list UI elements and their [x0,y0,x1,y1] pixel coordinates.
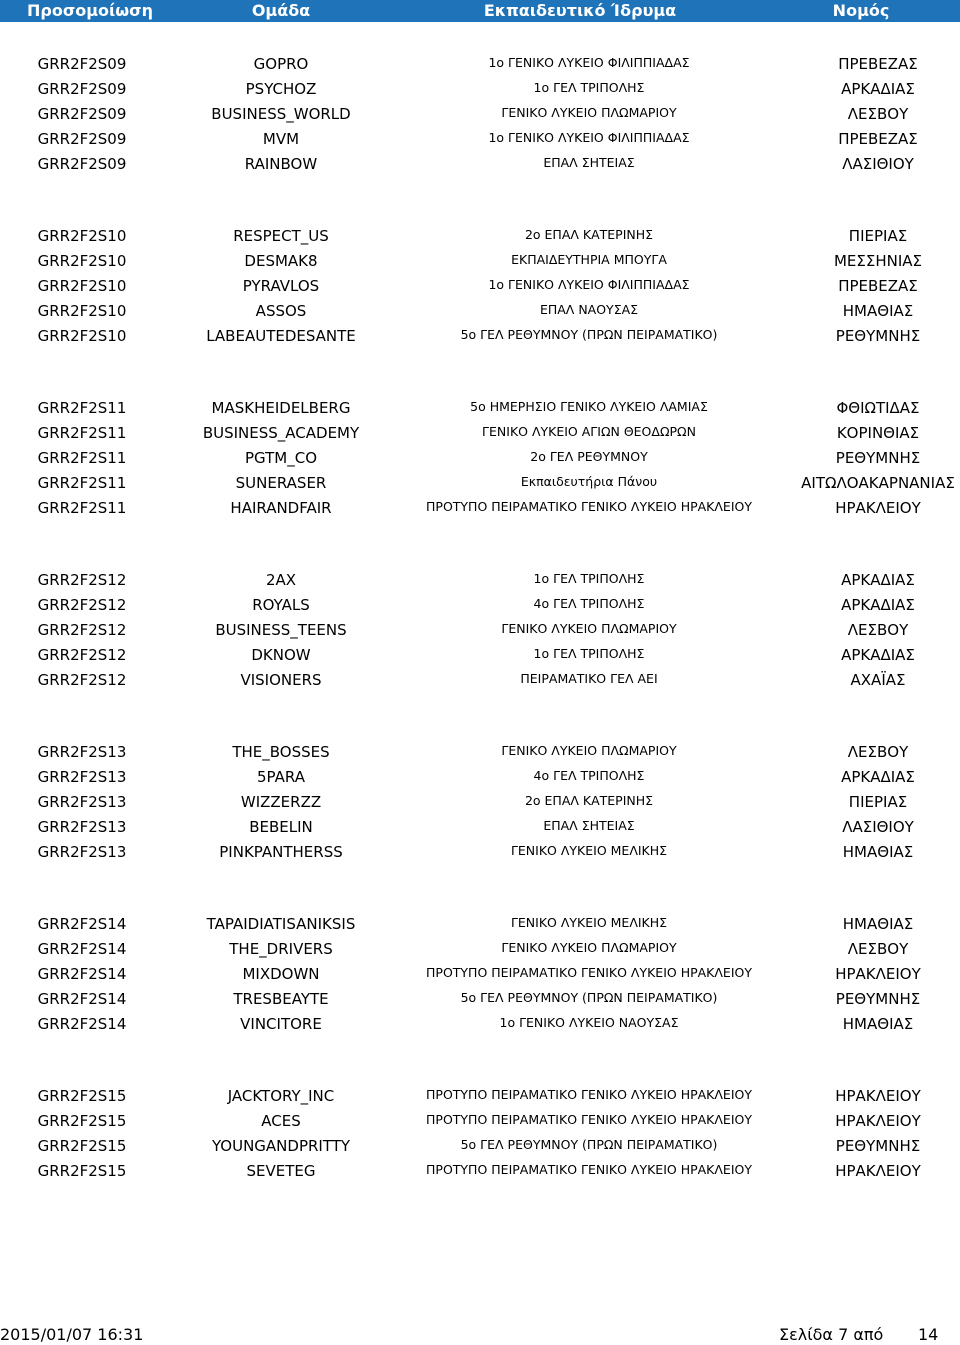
prefecture-cell: ΑΡΚΑΔΙΑΣ [841,768,915,786]
table-row [0,962,960,987]
table-row [0,618,960,643]
team-cell: ROYALS [252,596,310,614]
prefecture-cell: ΛΕΣΒΟΥ [847,105,909,123]
prefecture-cell: ΑΡΚΑΔΙΑΣ [841,646,915,664]
team-cell: THE_DRIVERS [229,940,333,958]
simulation-cell: GRR2F2S10 [37,277,127,295]
team-cell: BEBELIN [249,818,313,836]
simulation-cell: GRR2F2S13 [37,768,127,786]
prefecture-cell: ΛΕΣΒΟΥ [847,940,909,958]
table-row [0,471,960,496]
institution-cell: ΓΕΝΙΚΟ ΛΥΚΕΙΟ ΜΕΛΙΚΗΣ [510,915,668,930]
table-row [0,643,960,668]
institution-cell: 4ο ΓΕΛ ΤΡΙΠΟΛΗΣ [533,768,645,783]
prefecture-cell: ΛΑΣΙΘΙΟΥ [842,155,914,173]
simulation-group [0,1084,960,1256]
prefecture-cell: ΗΡΑΚΛΕΙΟΥ [835,965,921,983]
table-header [0,0,960,22]
simulation-cell: GRR2F2S13 [37,843,127,861]
prefecture-cell: ΑΡΚΑΔΙΑΣ [841,80,915,98]
team-cell: HAIRANDFAIR [230,499,332,517]
page-number-label: Σελίδα 7 από [779,1325,884,1344]
prefecture-cell: ΜΕΣΣΗΝΙΑΣ [833,252,923,270]
table-row [0,224,960,249]
institution-cell: ΓΕΝΙΚΟ ΛΥΚΕΙΟ ΠΛΩΜΑΡΙΟΥ [501,940,677,955]
institution-cell: ΕΚΠΑΙΔΕΥΤΗΡΙΑ ΜΠΟΥΓΑ [511,252,667,267]
simulation-cell: GRR2F2S12 [37,646,127,664]
header-institution: Εκπαιδευτικό Ίδρυμα [483,1,677,20]
simulation-cell: GRR2F2S15 [37,1137,127,1155]
institution-cell: ΓΕΝΙΚΟ ΛΥΚΕΙΟ ΜΕΛΙΚΗΣ [510,843,668,858]
institution-cell: ΠΡΟΤΥΠΟ ΠΕΙΡΑΜΑΤΙΚΟ ΓΕΝΙΚΟ ΛΥΚΕΙΟ ΗΡΑΚΛΕΙΟΥ [426,1112,752,1127]
team-cell: MVM [262,130,300,148]
table-row [0,815,960,840]
simulation-cell: GRR2F2S14 [37,915,127,933]
institution-cell: ΓΕΝΙΚΟ ΛΥΚΕΙΟ ΠΛΩΜΑΡΙΟΥ [501,743,677,758]
table-row [0,446,960,471]
table-row [0,668,960,693]
simulation-cell: GRR2F2S12 [37,671,127,689]
team-cell: DKNOW [251,646,311,664]
prefecture-cell: ΗΡΑΚΛΕΙΟΥ [835,499,921,517]
table-row [0,790,960,815]
header-simulation: Προσομοίωση [26,1,154,20]
simulation-group [0,568,960,740]
institution-cell: 1ο ΓΕΛ ΤΡΙΠΟΛΗΣ [533,571,645,586]
prefecture-cell: ΗΡΑΚΛΕΙΟΥ [835,1087,921,1105]
simulation-cell: GRR2F2S14 [37,940,127,958]
prefecture-cell: ΡΕΘΥΜΝΗΣ [835,990,921,1008]
table-row [0,127,960,152]
institution-cell: ΠΕΙΡΑΜΑΤΙΚΟ ΓΕΛ ΑΕΙ [520,671,658,686]
team-cell: BUSINESS_TEENS [215,621,347,639]
prefecture-cell: ΦΘΙΩΤΙΔΑΣ [836,399,920,417]
institution-cell: 5ο ΓΕΛ ΡΕΘΥΜΝΟΥ (ΠΡΩΝ ΠΕΙΡΑΜΑΤΙΚΟ) [460,327,718,342]
team-cell: TRESBEAYTE [233,990,329,1008]
institution-cell: 5ο ΓΕΛ ΡΕΘΥΜΝΟΥ (ΠΡΩΝ ΠΕΙΡΑΜΑΤΙΚΟ) [460,1137,718,1152]
team-cell: 2AX [265,571,297,589]
simulation-cell: GRR2F2S11 [37,449,127,467]
prefecture-cell: ΠΡΕΒΕΖΑΣ [838,55,918,73]
table-row [0,1012,960,1037]
simulation-cell: GRR2F2S10 [37,227,127,245]
table-row [0,152,960,177]
table-row [0,77,960,102]
team-cell: BUSINESS_WORLD [211,105,351,123]
institution-cell: ΠΡΟΤΥΠΟ ΠΕΙΡΑΜΑΤΙΚΟ ΓΕΝΙΚΟ ΛΥΚΕΙΟ ΗΡΑΚΛΕΙΟΥ [426,499,752,514]
header-team: Ομάδα [251,1,311,20]
page-total: 14 [918,1325,939,1344]
table-row [0,987,960,1012]
team-cell: RESPECT_US [233,227,329,245]
simulation-cell: GRR2F2S15 [37,1087,127,1105]
institution-cell: ΕΠΑΛ ΣΗΤΕΙΑΣ [543,818,635,833]
prefecture-cell: ΑΡΚΑΔΙΑΣ [841,571,915,589]
simulation-group [0,740,960,912]
team-cell: THE_BOSSES [232,743,330,761]
team-cell: SEVETEG [246,1162,316,1180]
institution-cell: ΠΡΟΤΥΠΟ ΠΕΙΡΑΜΑΤΙΚΟ ΓΕΝΙΚΟ ΛΥΚΕΙΟ ΗΡΑΚΛΕΙΟΥ [426,1162,752,1177]
simulation-cell: GRR2F2S11 [37,474,127,492]
table-row [0,249,960,274]
institution-cell: ΕΠΑΛ ΣΗΤΕΙΑΣ [543,155,635,170]
prefecture-cell: ΠΡΕΒΕΖΑΣ [838,277,918,295]
institution-cell: ΠΡΟΤΥΠΟ ΠΕΙΡΑΜΑΤΙΚΟ ΓΕΝΙΚΟ ΛΥΚΕΙΟ ΗΡΑΚΛΕΙΟΥ [426,965,752,980]
institution-cell: 5ο ΗΜΕΡΗΣΙΟ ΓΕΝΙΚΟ ΛΥΚΕΙΟ ΛΑΜΙΑΣ [470,399,708,414]
prefecture-cell: ΛΕΣΒΟΥ [847,621,909,639]
table-row [0,1134,960,1159]
results-table [0,52,960,1256]
team-cell: ACES [261,1112,301,1130]
simulation-cell: GRR2F2S09 [37,105,127,123]
prefecture-cell: ΠΙΕΡΙΑΣ [848,793,908,811]
institution-cell: 2ο ΕΠΑΛ ΚΑΤΕΡΙΝΗΣ [524,793,654,808]
team-cell: RAINBOW [244,155,318,173]
institution-cell: 1ο ΓΕΛ ΤΡΙΠΟΛΗΣ [533,80,645,95]
simulation-cell: GRR2F2S11 [37,399,127,417]
simulation-cell: GRR2F2S12 [37,621,127,639]
simulation-cell: GRR2F2S10 [37,302,127,320]
simulation-cell: GRR2F2S15 [37,1162,127,1180]
team-cell: VINCITORE [240,1015,322,1033]
table-row [0,274,960,299]
team-cell: JACKTORY_INC [227,1087,335,1105]
table-row [0,765,960,790]
team-cell: BUSINESS_ACADEMY [202,424,360,442]
institution-cell: ΓΕΝΙΚΟ ΛΥΚΕΙΟ ΠΛΩΜΑΡΙΟΥ [501,105,677,120]
team-cell: GOPRO [253,55,309,73]
page-footer [0,1325,960,1345]
team-cell: TAPAIDIATISANIKSIS [206,915,356,933]
simulation-cell: GRR2F2S13 [37,743,127,761]
team-cell: ASSOS [255,302,307,320]
institution-cell: 1ο ΓΕΛ ΤΡΙΠΟΛΗΣ [533,646,645,661]
prefecture-cell: ΗΜΑΘΙΑΣ [842,843,914,861]
institution-cell: 1ο ΓΕΝΙΚΟ ΛΥΚΕΙΟ ΦΙΛΙΠΠΙΑΔΑΣ [488,277,690,292]
institution-cell: ΓΕΝΙΚΟ ΛΥΚΕΙΟ ΠΛΩΜΑΡΙΟΥ [501,621,677,636]
table-row [0,396,960,421]
institution-cell: 4ο ΓΕΛ ΤΡΙΠΟΛΗΣ [533,596,645,611]
team-cell: VISIONERS [240,671,322,689]
table-row [0,421,960,446]
table-row [0,102,960,127]
prefecture-cell: ΑΡΚΑΔΙΑΣ [841,596,915,614]
simulation-group [0,912,960,1084]
simulation-cell: GRR2F2S14 [37,965,127,983]
team-cell: 5PARA [257,768,305,786]
simulation-group [0,396,960,568]
prefecture-cell: ΡΕΘΥΜΝΗΣ [835,449,921,467]
institution-cell: 1ο ΓΕΝΙΚΟ ΛΥΚΕΙΟ ΦΙΛΙΠΠΙΑΔΑΣ [488,55,690,70]
prefecture-cell: ΗΜΑΘΙΑΣ [842,915,914,933]
institution-cell: 5ο ΓΕΛ ΡΕΘΥΜΝΟΥ (ΠΡΩΝ ΠΕΙΡΑΜΑΤΙΚΟ) [460,990,718,1005]
table-row [0,593,960,618]
team-cell: SUNERASER [235,474,327,492]
team-cell: PGTM_CO [244,449,318,467]
team-cell: YOUNGANDPRITTY [211,1137,351,1155]
team-cell: MIXDOWN [242,965,320,983]
table-row [0,568,960,593]
simulation-cell: GRR2F2S10 [37,252,127,270]
institution-cell: ΓΕΝΙΚΟ ΛΥΚΕΙΟ ΑΓΙΩΝ ΘΕΟΔΩΡΩΝ [482,424,696,439]
prefecture-cell: ΛΕΣΒΟΥ [847,743,909,761]
simulation-cell: GRR2F2S13 [37,818,127,836]
team-cell: MASKHEIDELBERG [211,399,351,417]
prefecture-cell: ΑΧΑΪΑΣ [850,671,906,689]
institution-cell: ΕΠΑΛ ΝΑΟΥΣΑΣ [539,302,639,317]
team-cell: DESMAK8 [244,252,318,270]
simulation-cell: GRR2F2S12 [37,571,127,589]
simulation-cell: GRR2F2S14 [37,1015,127,1033]
prefecture-cell: ΗΜΑΘΙΑΣ [842,302,914,320]
table-row [0,912,960,937]
table-row [0,1109,960,1134]
team-cell: PSYCHOZ [245,80,317,98]
prefecture-cell: ΡΕΘΥΜΝΗΣ [835,327,921,345]
institution-cell: 2ο ΓΕΛ ΡΕΘΥΜΝΟΥ [530,449,648,464]
institution-cell: 1ο ΓΕΝΙΚΟ ΛΥΚΕΙΟ ΝΑΟΥΣΑΣ [499,1015,679,1030]
simulation-cell: GRR2F2S15 [37,1112,127,1130]
institution-cell: 2ο ΕΠΑΛ ΚΑΤΕΡΙΝΗΣ [524,227,654,242]
table-row [0,740,960,765]
table-row [0,299,960,324]
simulation-group [0,52,960,224]
simulation-cell: GRR2F2S09 [37,155,127,173]
prefecture-cell: ΗΡΑΚΛΕΙΟΥ [835,1112,921,1130]
table-row [0,1084,960,1109]
prefecture-cell: ΗΡΑΚΛΕΙΟΥ [835,1162,921,1180]
simulation-cell: GRR2F2S09 [37,130,127,148]
simulation-cell: GRR2F2S11 [37,424,127,442]
table-row [0,496,960,521]
table-row [0,324,960,349]
simulation-cell: GRR2F2S12 [37,596,127,614]
prefecture-cell: ΗΜΑΘΙΑΣ [842,1015,914,1033]
institution-cell: ΠΡΟΤΥΠΟ ΠΕΙΡΑΜΑΤΙΚΟ ΓΕΝΙΚΟ ΛΥΚΕΙΟ ΗΡΑΚΛΕΙΟΥ [426,1087,752,1102]
simulation-cell: GRR2F2S11 [37,499,127,517]
institution-cell: Εκπαιδευτήρια Πάνου [520,474,658,489]
team-cell: WIZZERZZ [240,793,322,811]
team-cell: PYRAVLOS [242,277,320,295]
prefecture-cell: ΠΡΕΒΕΖΑΣ [838,130,918,148]
simulation-cell: GRR2F2S14 [37,990,127,1008]
table-row [0,937,960,962]
simulation-cell: GRR2F2S09 [37,55,127,73]
simulation-group [0,224,960,396]
prefecture-cell: ΠΙΕΡΙΑΣ [848,227,908,245]
team-cell: LABEAUTEDESANTE [206,327,356,345]
simulation-cell: GRR2F2S10 [37,327,127,345]
table-row [0,1159,960,1184]
prefecture-cell: ΡΕΘΥΜΝΗΣ [835,1137,921,1155]
prefecture-cell: ΑΙΤΩΛΟΑΚΑΡΝΑΝΙΑΣ [801,474,955,492]
team-cell: PINKPANTHERSS [219,843,343,861]
simulation-cell: GRR2F2S13 [37,793,127,811]
print-timestamp: 2015/01/07 16:31 [0,1325,144,1344]
table-row [0,52,960,77]
table-row [0,840,960,865]
simulation-cell: GRR2F2S09 [37,80,127,98]
header-prefecture: Νομός [832,1,890,20]
institution-cell: 1ο ΓΕΝΙΚΟ ΛΥΚΕΙΟ ΦΙΛΙΠΠΙΑΔΑΣ [488,130,690,145]
prefecture-cell: ΛΑΣΙΘΙΟΥ [842,818,914,836]
prefecture-cell: ΚΟΡΙΝΘΙΑΣ [836,424,920,442]
